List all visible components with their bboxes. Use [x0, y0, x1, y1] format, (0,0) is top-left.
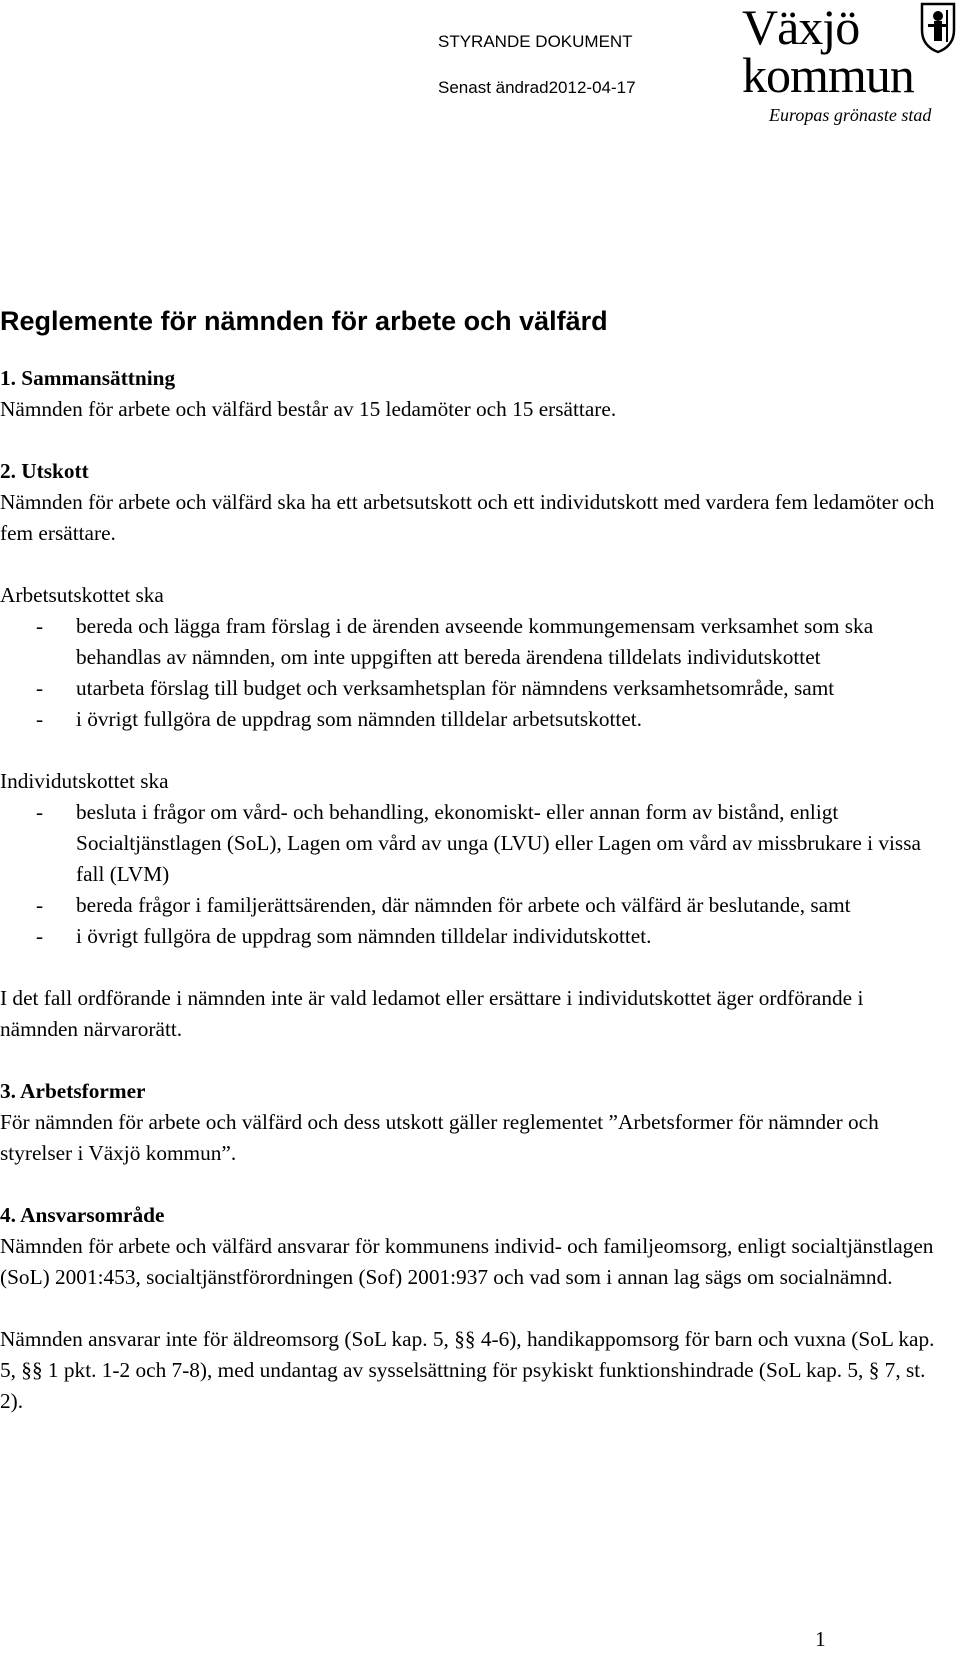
last-changed-date: Senast ändrad2012-04-17	[438, 78, 636, 97]
section-paragraph: Nämnden för arbete och välfärd består av 15 ledamöter och 15 ersättare.	[0, 397, 617, 421]
list-item	[0, 921, 940, 952]
logo-line-2: kommun	[742, 47, 914, 103]
logo-line-1: Växjö	[742, 0, 860, 55]
document-type-label: STYRANDE DOKUMENT	[438, 32, 633, 51]
list-item	[0, 704, 940, 735]
individutskott-list	[0, 797, 940, 952]
section-heading: 4. Ansvarsområde	[0, 1203, 165, 1227]
section-utskott	[0, 456, 940, 549]
arbetsutskott-list	[0, 611, 940, 735]
section-paragraph: Nämnden för arbete och välfärd ska ha ett arbetsutskott och ett individutskott med vardera fem ledamöter och fem ersättare.	[0, 490, 935, 545]
individutskott-block	[0, 766, 940, 952]
list-item	[0, 797, 940, 890]
list-item-text: besluta i frågor om vård- och behandling, ekonomiskt- eller annan form av bistånd, enligt Socialtjänstlagen (SoL), Lagen om vård av unga (LVU) eller Lagen om vård av missbrukare i vissa fall (LVM)	[76, 800, 921, 886]
arbetsutskott-intro: Arbetsutskottet ska	[0, 583, 164, 607]
document-body	[0, 363, 940, 1417]
logo-tagline: Europas grönaste stad	[769, 105, 932, 125]
section-heading: 2. Utskott	[0, 459, 89, 483]
list-dash: -	[36, 614, 44, 638]
list-dash: -	[36, 893, 44, 917]
list-item-text: bereda och lägga fram förslag i de ärenden avseende kommungemensam verksamhet som ska behandlas av nämnden, om inte uppgiften att bereda ärendena tilldelats individutskottet	[76, 614, 874, 669]
individutskott-intro: Individutskottet ska	[0, 769, 169, 793]
list-dash: -	[36, 924, 44, 948]
list-item-text: i övrigt fullgöra de uppdrag som nämnden tilldelar individutskottet.	[76, 924, 652, 948]
list-item	[0, 611, 940, 673]
list-item	[0, 890, 940, 921]
chair-attendance-note: I det fall ordförande i nämnden inte är vald ledamot eller ersättare i individutskottet äger ordförande i nämnden närvarorätt.	[0, 986, 864, 1041]
list-item-text: utarbeta förslag till budget och verksamhetsplan för nämndens verksamhetsområde, samt	[76, 676, 835, 700]
vaxjo-kommun-logo	[742, 0, 960, 140]
list-item-text: bereda frågor i familjerättsärenden, där nämnden för arbete och välfärd är beslutande, samt	[76, 893, 851, 917]
section-ansvarsomrade	[0, 1200, 940, 1417]
arbetsutskott-block	[0, 580, 940, 735]
section-heading: 3. Arbetsformer	[0, 1079, 146, 1103]
list-dash: -	[36, 800, 44, 824]
section-arbetsformer	[0, 1076, 940, 1169]
section-paragraph: Nämnden ansvarar inte för äldreomsorg (SoL kap. 5, §§ 4-6), handikappomsorg för barn och vuxna (SoL kap. 5, §§ 1 pkt. 1-2 och 7-8), med undantag av sysselsättning för psykiskt funktionshindrade (SoL kap. 5, § 7, st. 2).	[0, 1327, 935, 1413]
list-dash: -	[36, 707, 44, 731]
section-heading: 1. Sammansättning	[0, 366, 176, 390]
section-paragraph: Nämnden för arbete och välfärd ansvarar för kommunens individ- och familjeomsorg, enligt socialtjänstlagen (SoL) 2001:453, socialtjänstförordningen (Sof) 2001:937 och vad som i annan lag sägs om socialnämnd.	[0, 1234, 934, 1289]
coat-of-arms-icon	[920, 2, 956, 54]
page-number: 1	[815, 1627, 826, 1651]
section-sammansattning	[0, 363, 940, 425]
section-paragraph: För nämnden för arbete och välfärd och dess utskott gäller reglementet ”Arbetsformer för nämnder och styrelser i Växjö kommun”.	[0, 1110, 879, 1165]
list-item	[0, 673, 940, 704]
list-item-text: i övrigt fullgöra de uppdrag som nämnden tilldelar arbetsutskottet.	[76, 707, 643, 731]
list-dash: -	[36, 676, 44, 700]
document-title: Reglemente för nämnden för arbete och välfärd	[0, 306, 608, 336]
